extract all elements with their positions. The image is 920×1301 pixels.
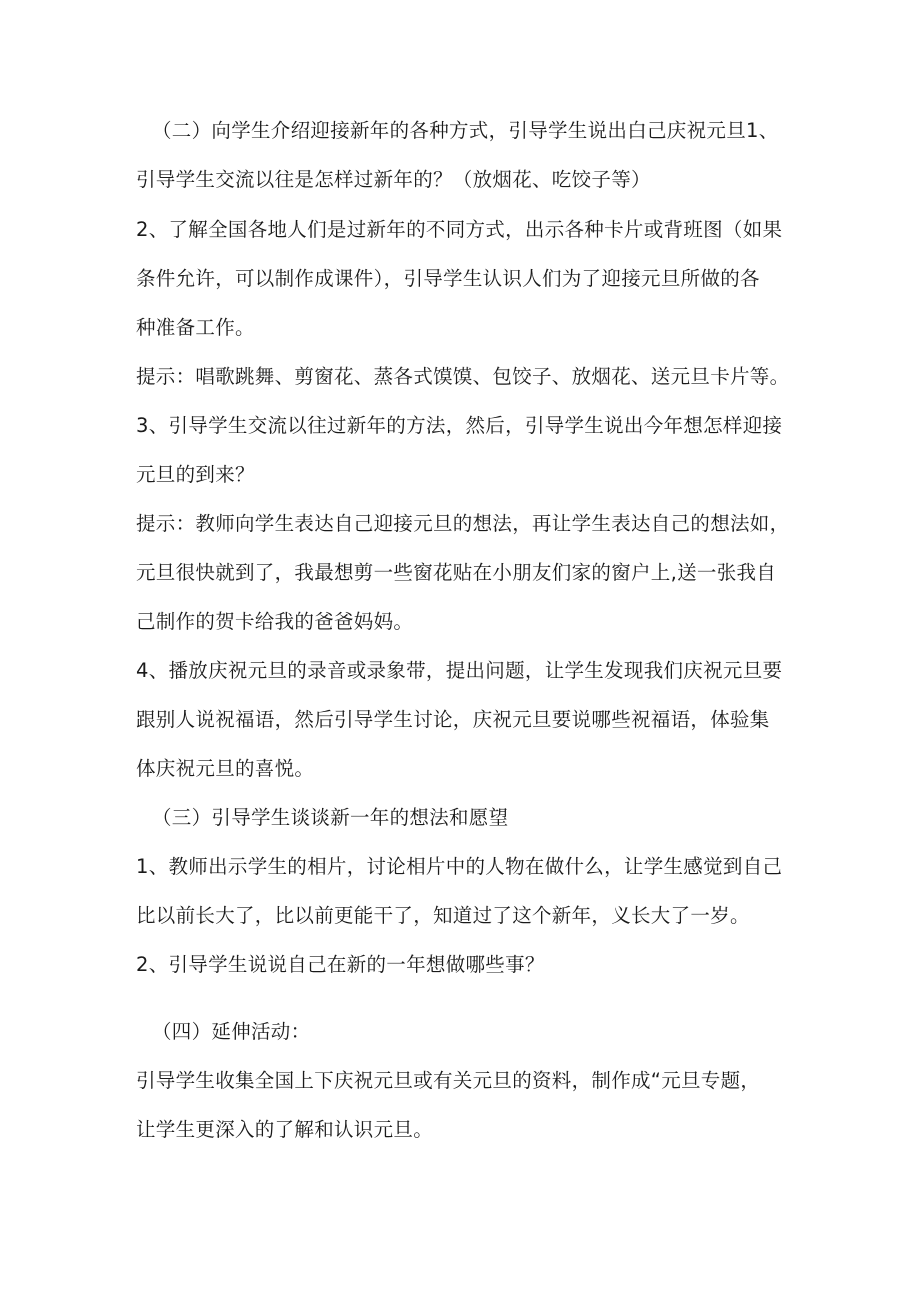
text-line: 3、引导学生交流以往过新年的方法，然后，引导学生说出今年想怎样迎接 [136, 414, 783, 437]
text-line: 引导学生收集全国上下庆祝元旦或有关元旦的资料，制作成“元旦专题， [136, 1069, 761, 1092]
text-line: 跟别人说祝福语，然后引导学生讨论，庆祝元旦要说哪些祝福语，体验集 [136, 708, 770, 731]
text-line: 2、引导学生说说自己在新的一年想做哪些事？ [136, 953, 545, 976]
section-4-heading: （四）延伸活动： [152, 1020, 311, 1043]
text-line: 元旦的到来？ [136, 463, 255, 486]
text-line: 元旦很快就到了，我最想剪一些窗花贴在小朋友们家的窗户上,送一张我自 [136, 561, 777, 584]
section-2-heading-line: （二）向学生介绍迎接新年的各种方式，引导学生说出白己庆祝元旦1、 [152, 119, 779, 142]
hint-line: 提示：唱歌跳舞、剪窗花、蒸各式馍馍、包饺子、放烟花、送元旦卡片等。 [136, 365, 790, 388]
text-line: 1、教师出示学生的相片，讨论相片中的人物在做什么，让学生感觉到自己 [136, 855, 783, 878]
text-line: 引导学生交流以往是怎样过新年的？（放烟花、吃饺子等） [136, 168, 651, 191]
hint-line: 提示：教师向学生表达自己迎接元旦的想法，再让学生表达自己的想法如， [136, 512, 790, 535]
section-3-heading: （三）引导学生谈谈新一年的想法和愿望 [152, 806, 509, 829]
text-line: 让学生更深入的了解和认识元旦。 [136, 1118, 434, 1141]
text-line: 4、播放庆祝元旦的录音或录象带，提出问题，让学生发现我们庆祝元旦要 [136, 659, 783, 682]
text-line: 2、了解全国各地人们是过新年的不同方式，出示各种卡片或背班图（如果 [136, 218, 783, 241]
text-line: 体庆祝元旦的喜悦。 [136, 757, 315, 780]
text-line: 己制作的贺卡给我的爸爸妈妈。 [136, 610, 414, 633]
text-line: 比以前长大了，比以前更能干了，知道过了这个新年，义长大了一岁。 [136, 904, 750, 927]
text-line: 种准备工作。 [136, 316, 255, 339]
text-line: 条件允许，可以制作成课件），引导学生认识人们为了迎接元旦所做的各 [136, 267, 760, 290]
